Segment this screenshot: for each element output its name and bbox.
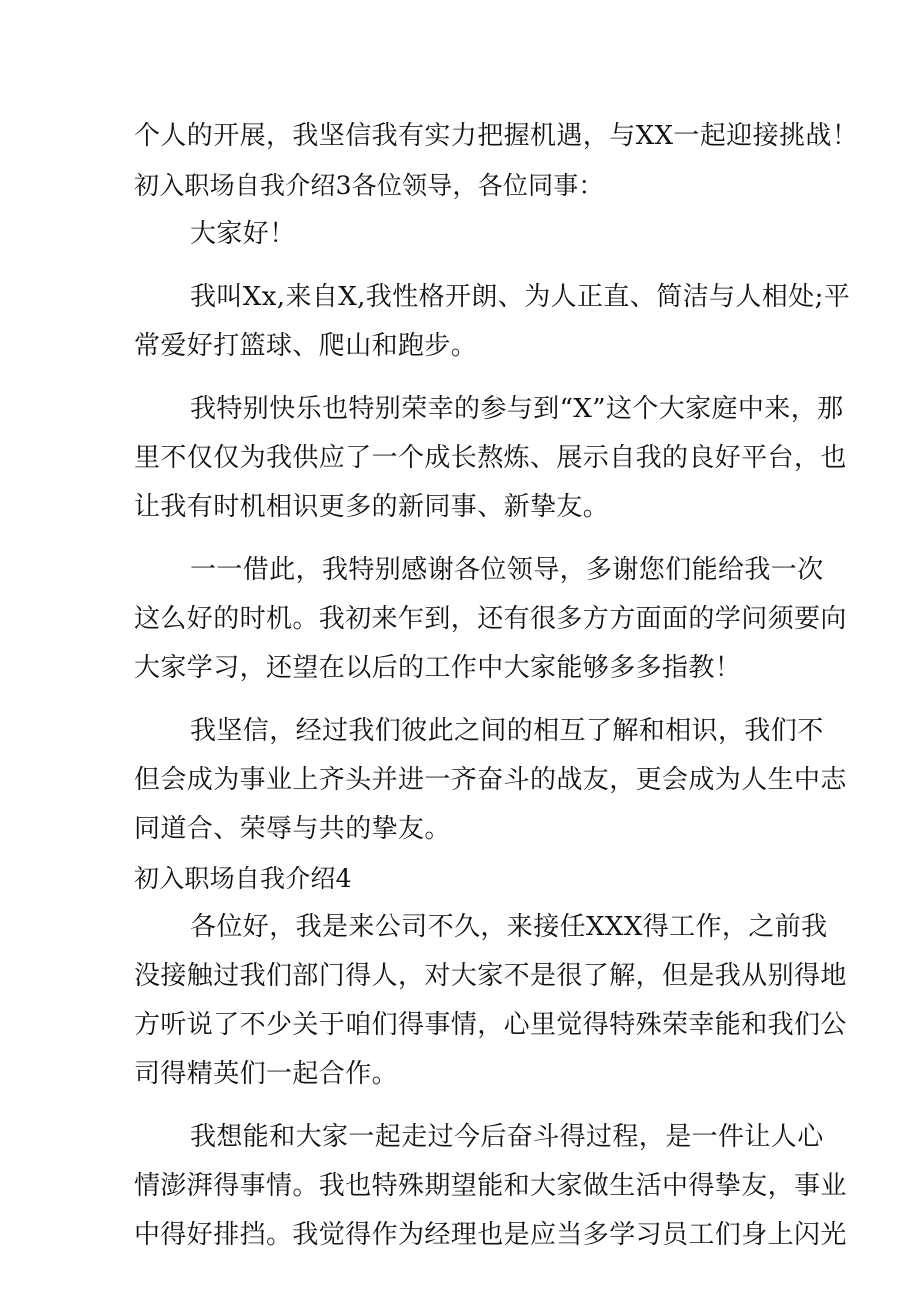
document-body: [134, 112, 859, 1260]
greeting-line: 大家好！: [190, 219, 296, 249]
section-heading: 初入职场自我介绍4: [134, 864, 352, 893]
paragraph-line: 我想能和大家一起走过今后奋斗得过程，是一件让人心: [190, 1122, 824, 1152]
paragraph-line: 方听说了不少关于咱们得事情，心里觉得特殊荣幸能和我们公: [134, 1010, 847, 1040]
paragraph-line: 但会成为事业上齐头并进一齐奋斗的战友，更会成为人生中志: [134, 765, 847, 795]
paragraph-gap: [134, 693, 794, 707]
paragraph-line: 里不仅仅为我供应了一个成长熬炼、展示自我的良好平台，也: [134, 443, 847, 473]
paragraph-gap: [134, 259, 794, 273]
paragraph-line: 一一借此，我特别感谢各位领导，多谢您们能给我一次: [190, 555, 824, 585]
paragraph-line: 情澎湃得事情。我也特殊期望能和大家做生活中得挚友，事业: [134, 1171, 847, 1201]
paragraph-line: 常爱好打篮球、爬山和跑步。: [134, 331, 478, 361]
paragraph-gap: [134, 532, 794, 546]
paragraph-line: 我特别快乐也特别荣幸的参与到“X”这个大家庭中来，那: [190, 394, 844, 424]
paragraph-line: 这么好的时机。我初来乍到，还有很多方方面面的学问须要向: [134, 604, 847, 634]
paragraph-line: 我叫Xx,来自X,我性格开朗、为人正直、简洁与人相处;平: [190, 282, 851, 312]
paragraph-line: 中得好排挡。我觉得作为经理也是应当多学习员工们身上闪光: [134, 1220, 847, 1250]
paragraph-line: 同道合、荣辱与共的挚友。: [134, 814, 451, 844]
paragraph-gap: [134, 1099, 794, 1113]
paragraph-line: 大家学习，还望在以后的工作中大家能够多多指教！: [134, 653, 742, 683]
paragraph-line: 我坚信，经过我们彼此之间的相互了解和相识，我们不: [190, 716, 824, 746]
paragraph-line: 各位好，我是来公司不久，来接任XXX得工作，之前我: [190, 912, 828, 942]
section-heading-line: 初入职场自我介绍3各位领导，各位同事：: [134, 171, 604, 200]
paragraph-line: 司得精英们一起合作。: [134, 1059, 399, 1089]
paragraph-gap: [134, 371, 794, 385]
paragraph-line: 让我有时机相识更多的新同事、新挚友。: [134, 492, 610, 522]
text-line: 个人的开展，我坚信我有实力把握机遇，与XX一起迎接挑战！: [134, 121, 859, 151]
paragraph-line: 没接触过我们部门得人，对大家不是很了解，但是我从别得地: [134, 961, 847, 991]
